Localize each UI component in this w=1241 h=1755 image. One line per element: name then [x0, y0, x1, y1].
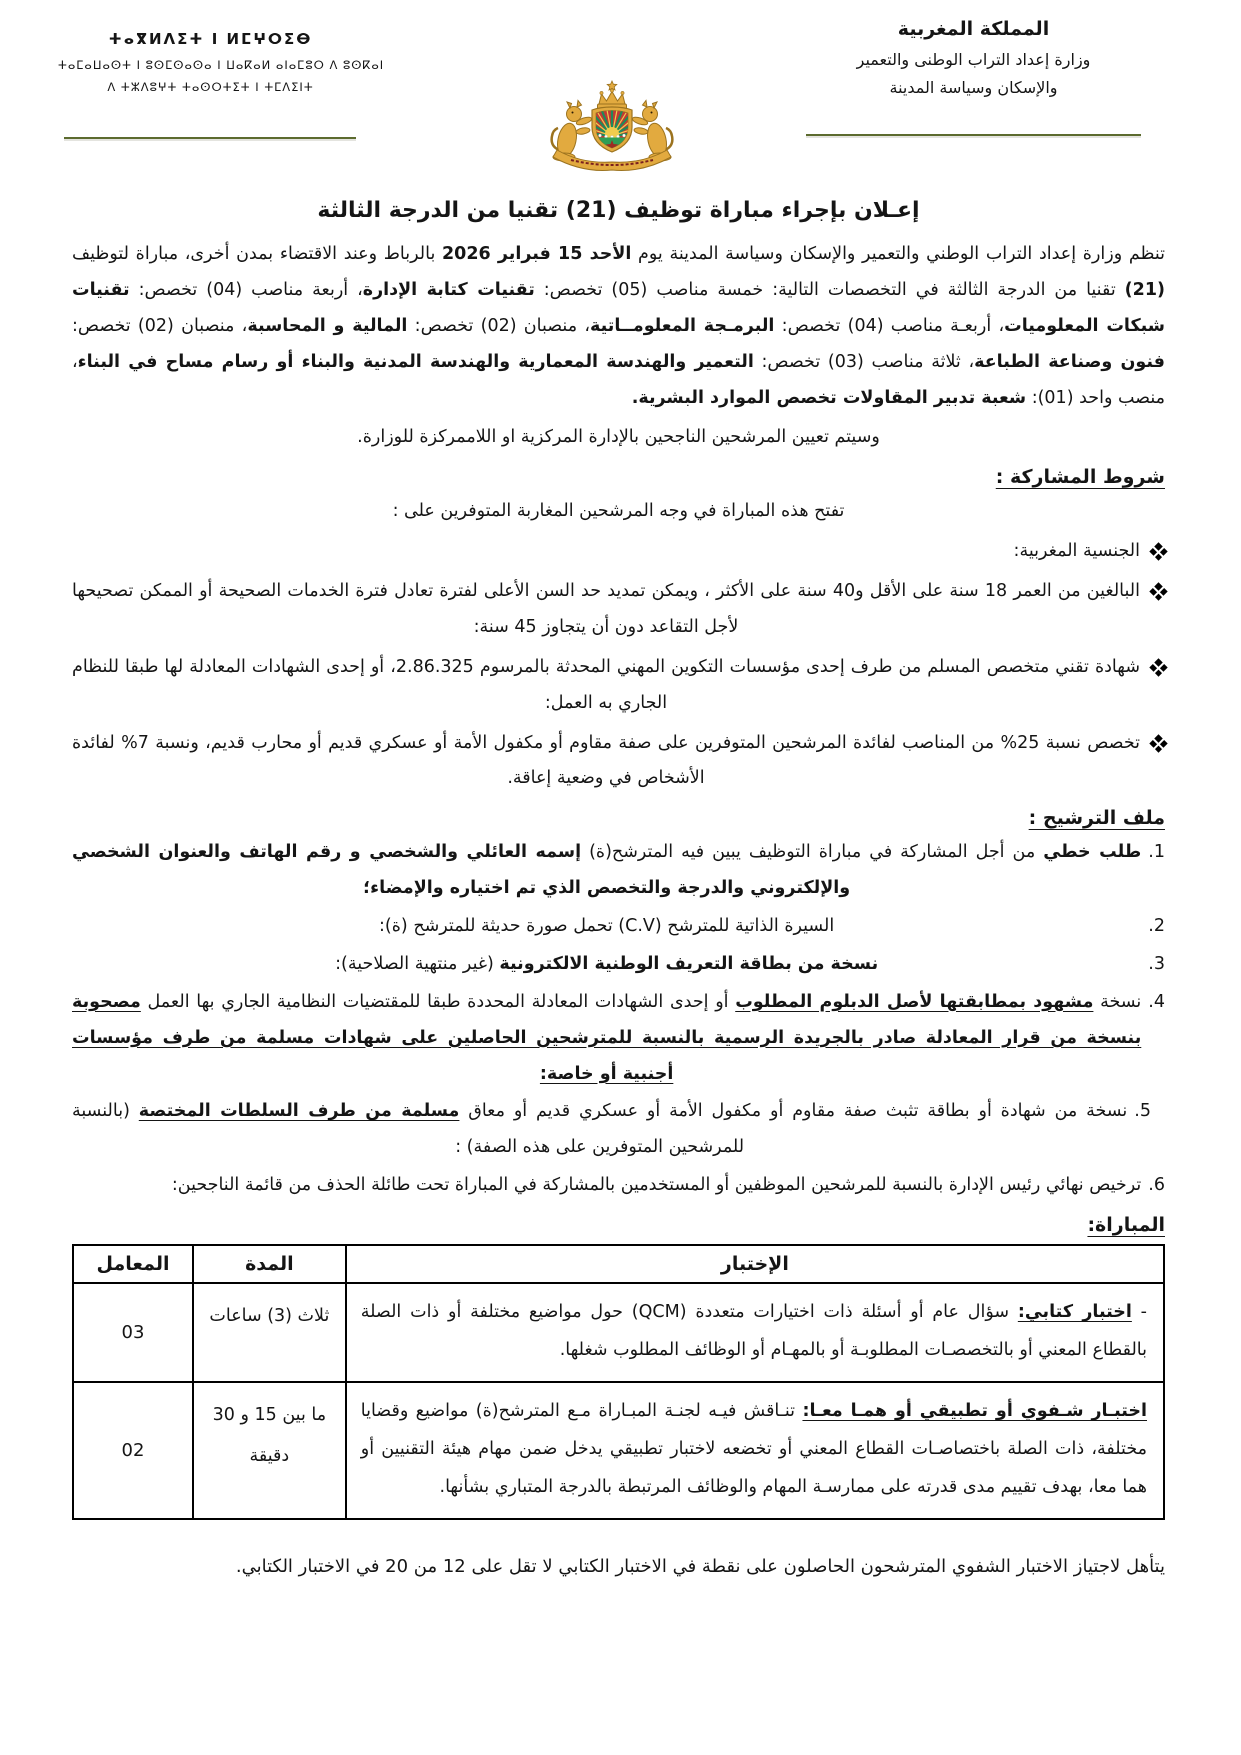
tifinagh-kingdom-line: ⵜⴰⴳⵍⴷⵉⵜ ⵏ ⵍⵎⵖⵔⵉⴱ: [108, 30, 313, 48]
file-item-text: نسخة من بطاقة التعريف الوطنية الالكترونية (غير منتهية الصلاحية):: [335, 953, 879, 974]
oral-test-duration: ما بين 15 و 30 دقيقة: [193, 1382, 346, 1519]
condition-item-diploma: [72, 650, 1165, 722]
condition-text: البالغين من العمر 18 سنة على الأقل و40 سنة على الأكثر ، ويمكن تمديد حد السن الأعلى لفترة تعادل فترة الخدمات الصحيحة أو الممكن تصحيحها لأجل التقاعد دون أن يتجاوز 45 سنة:: [72, 581, 1140, 637]
participation-open-line: تفتح هذه المباراة في وجه المرشحين المغاربة المتوفرين على :: [392, 501, 845, 522]
file-item-text: ترخيص نهائي رئيس الإدارة بالنسبة للمرشحين الموظفين أو المستخدمين بالمشاركة في المباراة تحت طائلة الحذف من قائمة الناجحين:: [171, 1175, 1142, 1196]
file-item-text: السيرة الذاتية للمترشح (C.V) تحمل صورة حديثة للمترشح (ة):: [379, 916, 835, 936]
file-item-number: 3.: [1148, 953, 1165, 974]
diamond-bullet-icon: [1149, 582, 1167, 600]
written-test-duration: ثلاث (3) ساعات: [193, 1283, 346, 1382]
diamond-bullet-icon: [1149, 658, 1167, 676]
table-row-oral-test: [73, 1382, 1164, 1519]
condition-item-age: [72, 574, 1165, 646]
tifinagh-header-block: [58, 30, 385, 102]
exam-table-header-row: [73, 1245, 1164, 1283]
left-header-divider: [64, 137, 356, 139]
condition-text: الجنسية المغربية:: [1013, 541, 1140, 562]
kingdom-title: المملكة المغربية: [897, 18, 1050, 40]
diamond-bullet-icon: [1149, 542, 1167, 560]
column-header-duration: المدة: [193, 1245, 346, 1283]
right-header-divider: [806, 134, 1141, 136]
column-header-test: الإختبار: [346, 1245, 1164, 1283]
appointment-note: وسيتم تعيين المرشحين الناجحين بالإدارة المركزية او اللاممركزة للوزارة.: [357, 427, 880, 448]
condition-item-quota: [72, 726, 1165, 798]
table-row-written-test: [73, 1283, 1164, 1382]
oral-test-coefficient: 02: [73, 1382, 193, 1519]
written-test-description: - اختبار كتابي: سؤال عام أو أسئلة ذات اختيارات متعددة (QCM) حول مواضيع مختلفة أو ذات الصلة بالقطاع المعني أو بالتخصصـات المطلوبـة أو بالمهـام أو الوظائف المطلوب شغلها.: [346, 1283, 1164, 1382]
tifinagh-ministry-line1: ⵜⴰⵎⴰⵡⴰⵙⵜ ⵏ ⵓⵙⵎⵙⴰⵙⴰ ⵏ ⵡⴰⴽⴰⵍ ⴰⵏⴰⵎⵓⵔ ⴷ ⵓⵙⴽⴰⵏ: [58, 58, 385, 72]
condition-item-nationality: [72, 534, 1165, 570]
file-item-2: [72, 909, 1165, 945]
ministry-name-line1: وزارة إعداد التراب الوطنى والتعمير: [856, 50, 1091, 69]
moroccan-coat-of-arms-icon: [537, 78, 687, 182]
file-item-number: 2.: [1148, 916, 1165, 936]
condition-text: تخصص نسبة 25% من المناصب لفائدة المرشحين المتوفرين على صفة مقاوم أو مكفول الأمة أو عسكري قديم أو محارب قديم، ونسبة 7% لفائدة الأشخاص في وضعية إعاقة.: [72, 732, 1140, 789]
announcement-title: إعـلان بإجراء مباراة توظيف (21) تقنيا من الدرجة الثالثة: [317, 198, 920, 223]
tifinagh-ministry-line2: ⴷ ⵜⵣⴷⵓⵖⵜ ⵜⴰⵙⵔⵜⵉⵜ ⵏ ⵜⵎⴷⵉⵏⵜ: [107, 80, 314, 94]
exam-table: [72, 1244, 1165, 1520]
file-item-5: [72, 1094, 1151, 1166]
column-header-coefficient: المعامل: [73, 1245, 193, 1283]
exam-heading: المباراة:: [1087, 1214, 1165, 1236]
file-item-3: [72, 947, 1165, 983]
file-item-4: [72, 985, 1165, 1093]
document-header: [0, 0, 1241, 192]
oral-test-description: اختبـار شـفوي أو تطبيقي أو همـا معـا: تنـاقش فيـه لجنـة المبـاراة مـع المترشح(ة) مواضيع وقضايا مختلفة، ذات الصلة باختصاصـات القطاع المعني أو تخضعه لاختبار تطبيقي يدخل ضمن مهام هيئة التقنيين أو هما معا، بهدف تقييم مدى قدرته على ممارسـة المهام والوظائف المرتبطة بالدرجة المتباري بشأنها.: [346, 1382, 1164, 1519]
participation-conditions-heading: شروط المشاركة :: [995, 466, 1165, 489]
file-item-text: نسخة مشهود بمطابقتها لأصل الدبلوم المطلوب أو إحدى الشهادات المعادلة المحددة طبقا للمقتضيات النظامية الجاري بها العمل مصحوبة بنسخة من قرار المعادلة صادر بالجريدة الرسمية بالنسبة للمترشحين الحاصلين على شهادات مسلمة من طرف مؤسسات أجنبية أو خاصة:: [72, 991, 1142, 1084]
document-body: [0, 198, 1241, 1584]
file-item-6: [72, 1168, 1165, 1204]
file-item-text: طلب خطي من أجل المشاركة في مباراة التوظيف يبين فيه المترشح(ة) إسمه العائلي والشخصي و رقم الهاتف والعنوان الشخصي والإلكتروني والدرجة والتخصص الذي تم اختياره والإمضاء؛: [72, 842, 1142, 899]
written-test-coefficient: 03: [73, 1283, 193, 1382]
file-item-number: 5.: [1134, 1101, 1151, 1122]
file-item-number: 6.: [1148, 1175, 1165, 1196]
file-item-1: [72, 835, 1165, 907]
ministry-name-line2: والإسكان وسياسة المدينة: [889, 78, 1058, 97]
file-item-number: 4.: [1148, 991, 1165, 1012]
file-item-number: 1.: [1148, 842, 1165, 863]
arabic-header-block: [806, 18, 1141, 102]
diamond-bullet-icon: [1149, 734, 1167, 752]
qualification-note: يتأهل لاجتياز الاختبار الشفوي المترشحون الحاصلون على نقطة في الاختبار الكتابي لا تقل على 12 من 20 في الاختبار الكتابي.: [235, 1556, 1165, 1578]
application-file-heading: ملف الترشيح :: [1028, 807, 1165, 830]
condition-text: شهادة تقني متخصص المسلم من طرف إحدى مؤسسات التكوين المهني المحدثة بالمرسوم 2.86.325، أو إحدى الشهادات المعادلة لها طبقا للنظام الجاري به العمل:: [72, 656, 1140, 713]
intro-paragraph: تنظم وزارة إعداد التراب الوطني والتعمير والإسكان وسياسة المدينة يوم الأحد 15 فبراير 2026 بالرباط وعند الاقتضاء بمدن أخرى، مباراة لتوظيف (21) تقنيا من الدرجة الثالثة في التخصصات التالية: خمسة مناصب (05) تخصص: تقنيات كتابة الإدارة، أربعة مناصب (04) تخصص: تقنيات شبكات المعلوميات، أربعـة مناصب (04) تخصص: البرمـجة المعلومــاتية، منصبان (02) تخصص: المالية و المحاسبة، منصبان (02) تخصص: فنون وصناعة الطباعة، ثلاثة مناصب (03) تخصص: التعمير والهندسة المعمارية والهندسة المدنية والبناء أو رسام مساح في البناء، منصب واحد (01): شعبة تدبير المقاولات تخصص الموارد البشرية.: [72, 244, 1166, 408]
file-item-text: نسخة من شهادة أو بطاقة تثبث صفة مقاوم أو مكفول الأمة أو عسكري قديم أو معاق مسلمة من طرف السلطات المختصة (بالنسبة للمرشحين المتوفرين على هذه الصفة) :: [72, 1101, 1128, 1158]
